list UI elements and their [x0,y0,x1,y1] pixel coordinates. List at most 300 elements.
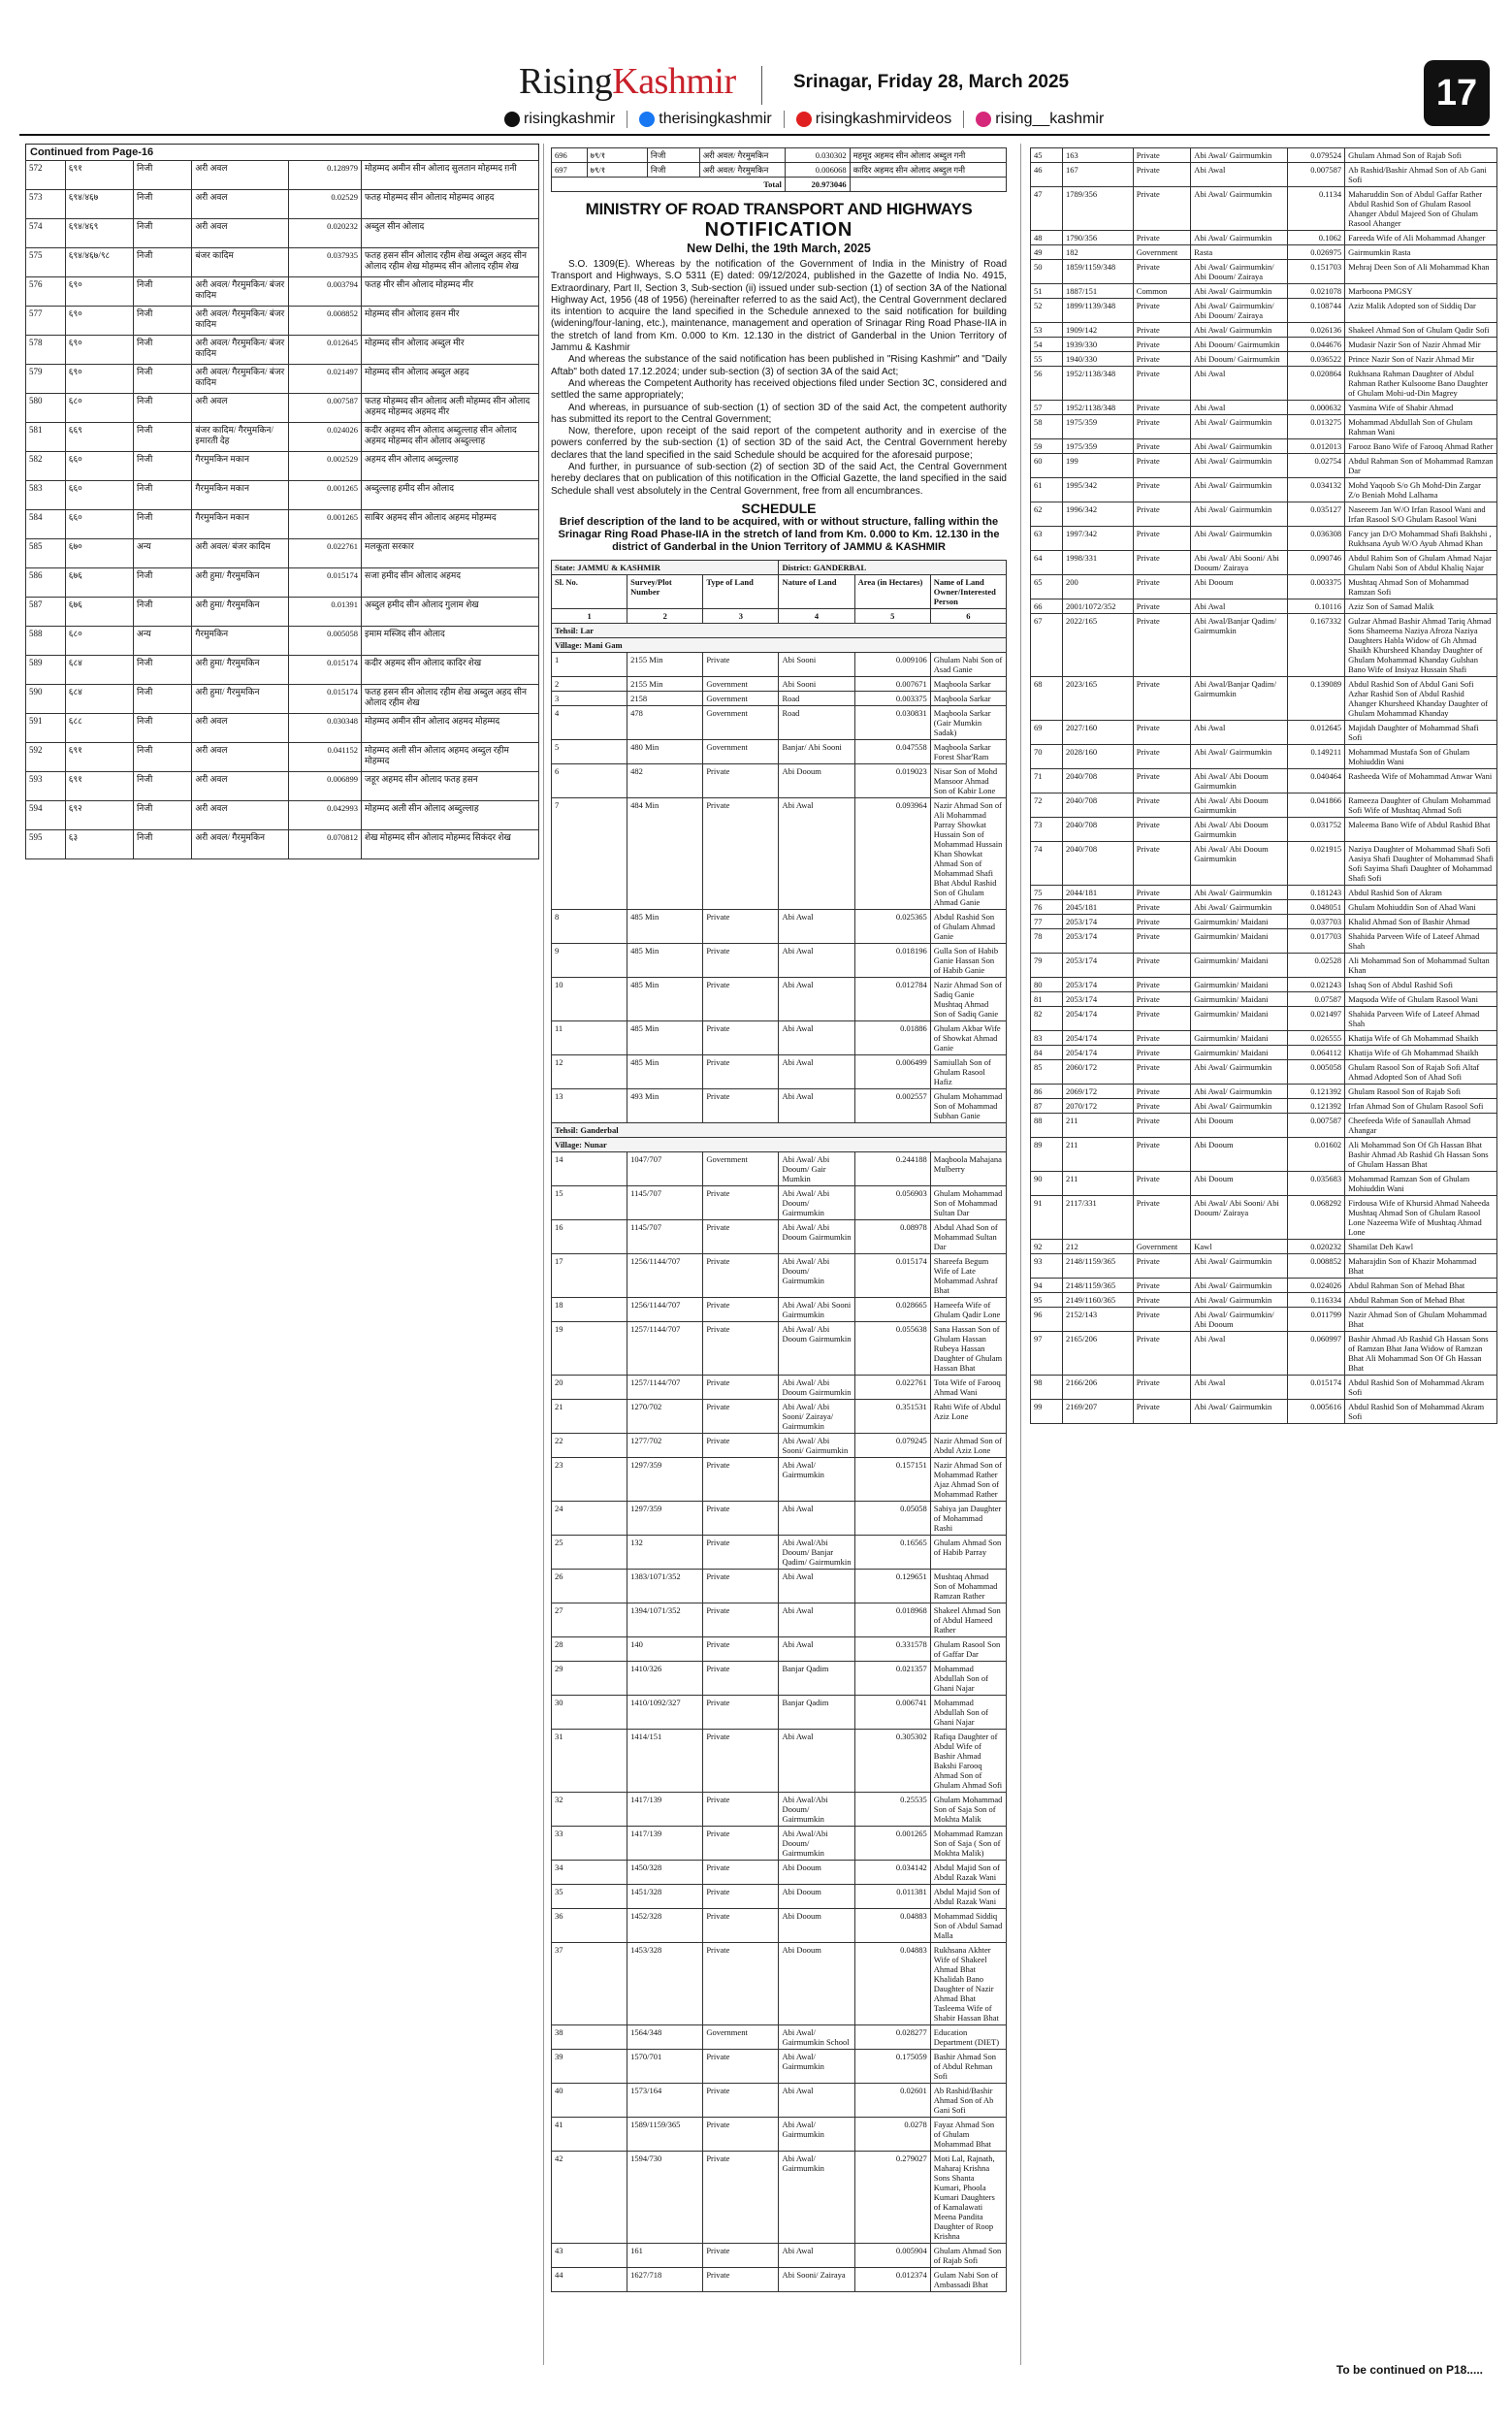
table-row [552,1501,1007,1535]
table-cell: 64 [1031,551,1063,575]
table-cell: 1573/164 [627,2083,703,2117]
table-cell: अरी अवल [192,161,289,190]
table-cell: Abi Awal/ Abi Dooum Gairmumkin [1191,769,1287,793]
table-cell: 14 [552,1151,627,1185]
table-cell: 0.015174 [854,1253,930,1297]
table-cell: 4 [552,705,627,739]
table-cell: अन्य [133,627,191,656]
table-cell: ६६० [65,452,133,481]
table-cell: Private [1133,1007,1191,1031]
table-cell: ६८० [65,627,133,656]
schedule-brief: Brief description of the land to be acquired, with or without structure, falling within the Srinagar Ring Road Phase-IIA in the stretch of land from Km. 0.000 to Km. 12.130 in the district of Ganderbal in the Union Territory of JAMMU & KASHMIR [558,515,1000,553]
table-cell: Private [1133,1196,1191,1240]
table-cell: Mohammad Ramzan Son of Saja ( Son of Mokhta Malik) [930,1826,1006,1860]
column-header: Survey/Plot Number [627,574,703,608]
table-cell: 1047/707 [627,1151,703,1185]
table-cell: 0.026136 [1287,323,1345,338]
table-cell: 697 [552,163,588,178]
table-row [1031,299,1497,323]
social-handle-2 [796,111,952,128]
table-cell: 585 [26,539,66,568]
table-cell: 27 [552,1603,627,1636]
table-cell: अरी हुमा/ गैरमुमकिन [192,656,289,685]
table-cell: 0.1134 [1287,187,1345,231]
table-row [26,161,539,190]
table-row [1031,1376,1497,1400]
table-row [1031,745,1497,769]
table-cell: Abi Awal/ Abi Sooni/ Gairmumkin [779,1433,854,1457]
dateline: Srinagar, Friday 28, March 2025 [793,72,1070,92]
column-number: 2 [627,608,703,623]
table-cell: Abi Awal [1191,599,1287,614]
table-row [26,277,539,307]
table-cell: 2053/174 [1062,954,1133,978]
table-cell: Ali Mohammad Son of Mohammad Sultan Khan [1345,954,1497,978]
table-cell: 200 [1062,575,1133,599]
table-cell: 1 [552,652,627,676]
table-cell: 0.129651 [854,1569,930,1603]
table-cell: Gairmumkin/ Maidani [1191,1046,1287,1060]
table-cell: Rafiqa Daughter of Abdul Wife of Bashir Ahmad Bakshi Farooq Ahmad Son of Ghulam Ahmad Sofi [930,1729,1006,1792]
social-handle-text: risingkashmir [524,111,616,127]
table-cell: 586 [26,568,66,598]
table-cell: अन्य [133,539,191,568]
table-cell: निजी [133,394,191,423]
state-row [552,560,1007,574]
table-cell: Nazir Ahmad Son of Sadiq Ganie Mushtaq Ahmad Son of Sadiq Ganie [930,977,1006,1020]
total-value: 20.973046 [785,178,850,192]
table-cell: 478 [627,705,703,739]
table-cell: Abi Awal/ Gairmumkin [1191,502,1287,527]
table-cell: 37 [552,1942,627,2024]
table-cell: 25 [552,1535,627,1569]
table-cell: Abi Awal [779,797,854,909]
table-cell: 2166/206 [1062,1376,1133,1400]
table-cell: अरी हुमा/ गैरमुमकिन [192,598,289,627]
table-cell: 20 [552,1375,627,1399]
table-cell: Private [1133,1172,1191,1196]
table-cell: 582 [26,452,66,481]
table-cell: अरी अवल [192,190,289,219]
table-cell: 579 [26,365,66,394]
table-cell: 1589/1159/365 [627,2117,703,2151]
table-cell: Khatija Wife of Gh Mohammad Shaikh [1345,1046,1497,1060]
table-cell: 77 [1031,915,1063,929]
table-cell: Rasta [1191,245,1287,260]
table-cell: 0.048051 [1287,900,1345,915]
table-cell: अरी अवल/ गैरमुमकिन [699,148,785,163]
table-cell: Private [1133,367,1191,401]
table-cell: Mohammad Mustafa Son of Ghulam Mohiuddin Wani [1345,745,1497,769]
table-row [1031,245,1497,260]
table-cell: मोहम्मद सीन ओलाद हसन मीर [362,307,539,336]
table-cell: अरी अवल/ गैरमुमकिन/ बंजर कादिम [192,365,289,394]
table-cell: 1975/359 [1062,415,1133,439]
table-cell: Private [703,1457,779,1501]
table-cell: Abi Awal/ Abi Dooum Gairmumkin [779,1219,854,1253]
notification-body [551,259,1007,498]
table-cell: अरी हुमा/ गैरमुमकिन [192,568,289,598]
table-cell: 0.015174 [288,568,361,598]
table-cell: निजी [133,423,191,452]
table-cell: 0.035683 [1287,1172,1345,1196]
table-cell: 0.007587 [1287,163,1345,187]
table-cell: 0.08978 [854,1219,930,1253]
table-cell: Ghulam Rasool Son of Rajab Sofi Altaf Ahmad Adopted Son of Ahad Sofi [1345,1060,1497,1085]
table-cell: 0.068292 [1287,1196,1345,1240]
table-cell: Rameeza Daughter of Ghulam Mohammad Sofi Wife of Mushtaq Ahmad Sofi [1345,793,1497,818]
table-cell: Private [1133,954,1191,978]
column-number: 5 [854,608,930,623]
table-cell: 2023/165 [1062,677,1133,721]
table-cell: Private [703,1321,779,1375]
table-cell: Common [1133,284,1191,299]
table-cell: Private [703,1826,779,1860]
table-row [26,685,539,714]
table-row [1031,614,1497,677]
table-cell: Private [1133,260,1191,284]
table-cell: Gulam Nabi Son of Ambassadi Bhat [930,2267,1006,2291]
table-cell: 0.121392 [1287,1099,1345,1114]
table-cell: 211 [1062,1138,1133,1172]
table-cell: 99 [1031,1400,1063,1424]
table-cell: 0.026975 [1287,245,1345,260]
table-cell: फतह मीर सीन ओलाद मोहम्मद मीर [362,277,539,307]
table-cell: 2045/181 [1062,900,1133,915]
notification-heading: NOTIFICATION [704,219,853,241]
table-row [26,801,539,830]
facebook-icon [639,112,655,127]
table-row [1031,677,1497,721]
table-row [552,1603,1007,1636]
table-cell: 0.009106 [854,652,930,676]
table-row [552,1020,1007,1054]
table-cell: 83 [1031,1031,1063,1046]
table-row [552,977,1007,1020]
table-row [1031,1400,1497,1424]
table-cell: Private [703,2267,779,2291]
table-row [1031,454,1497,478]
table-cell: 0.181243 [1287,886,1345,900]
table-cell: 43 [552,2243,627,2267]
table-cell: Fancy jan D/O Mohammad Shafi Bakhshi , Rukhsana Ayub W/O Ayub Ahmad Khan [1345,527,1497,551]
table-cell: 0.021078 [1287,284,1345,299]
table-row [26,219,539,248]
table-cell: अरी अवल/ गैरमुमकिन/ बंजर कादिम [192,277,289,307]
table-cell: 1564/348 [627,2024,703,2049]
table-row [26,452,539,481]
table-cell: 18 [552,1297,627,1321]
social-separator [784,111,785,128]
table-cell: Abi Awal/ Abi Dooum Gairmumkin [1191,818,1287,842]
table-cell: 2155 Min [627,676,703,691]
table-cell: 0.034132 [1287,478,1345,502]
table-row [1031,1046,1497,1060]
table-cell: 1570/701 [627,2049,703,2083]
table-cell: गैरमुमकिन [192,627,289,656]
table-cell: 73 [1031,818,1063,842]
table-cell: Private [703,1020,779,1054]
table-row [552,943,1007,977]
table-cell: 0.018196 [854,943,930,977]
table-cell: 0.005616 [1287,1400,1345,1424]
table-cell: Private [703,2243,779,2267]
table-cell: 583 [26,481,66,510]
table-cell: Abi Sooni [779,676,854,691]
table-row [552,1457,1007,1501]
table-cell: 0.003375 [1287,575,1345,599]
table-row [1031,478,1497,502]
table-cell: Private [703,1297,779,1321]
table-row [26,656,539,685]
table-row [26,598,539,627]
table-cell: Abi Awal [779,2083,854,2117]
table-cell: 0.015174 [1287,1376,1345,1400]
table-cell: Private [703,2083,779,2117]
table-cell: Naziya Daughter of Mohammad Shafi Sofi Aasiya Shafi Daughter of Mohammad Shafi Sofi Sayima Shafi Daughter of Mohammad Shafi Sofi [1345,842,1497,886]
table-cell: 161 [627,2243,703,2267]
table-cell: Moti Lal, Rajnath, Maharaj Krishna Sons Shanta Kumari, Phoola Kumari Daughters of Kamalawati Meena Pandita Daughter of Roop Krishna [930,2151,1006,2243]
table-cell: ६६० [65,481,133,510]
table-cell: Abi Awal/ Abi Sooni/ Zairaya/ Gairmumkin [779,1399,854,1433]
table-cell: 46 [1031,163,1063,187]
table-cell: 0.000632 [1287,401,1345,415]
social-handle-text: therisingkashmir [659,111,772,127]
table-row [1031,900,1497,915]
table-cell: Abi Awal/ Gairmumkin/ Abi Dooum/ Zairaya [1191,299,1287,323]
table-cell: ६७६ [65,598,133,627]
table-row [26,714,539,743]
table-cell: Mushtaq Ahmad Son of Mohammad Ramzan Sofi [1345,575,1497,599]
table-cell: 574 [26,219,66,248]
table-cell: 1145/707 [627,1219,703,1253]
table-cell: 63 [1031,527,1063,551]
table-row [552,1792,1007,1826]
village-row-label: Village: Nunar [552,1137,1007,1151]
table-cell: Abi Awal [1191,367,1287,401]
to-be-continued: To be continued on P18..... [1335,2363,1483,2377]
table-cell: 0.015174 [288,685,361,714]
table-cell: ६९२ [65,801,133,830]
table-cell: ७९/१ [587,163,647,178]
brand-logo: RisingKashmir [519,61,736,102]
table-cell: निजी [133,365,191,394]
table-cell: 1256/1144/707 [627,1297,703,1321]
table-cell: 591 [26,714,66,743]
table-cell: 0.05058 [854,1501,930,1535]
table-cell: अरी अवल [192,714,289,743]
table-cell: Private [1133,1279,1191,1293]
table-cell: Private [1133,900,1191,915]
table-cell: Firdousa Wife of Khursid Ahmad Naheeda Mushtaq Ahmad Son of Ghulam Rasool Lone Nazeema Wife of Mushtaq Ahmad Lone [1345,1196,1497,1240]
table-cell: 211 [1062,1172,1133,1196]
table-cell: 0.005058 [1287,1060,1345,1085]
table-cell: Private [703,1088,779,1122]
table-cell: 1939/330 [1062,338,1133,352]
table-cell: Abi Awal/ Gairmumkin/ Abi Dooum [1191,1308,1287,1332]
table-cell: 97 [1031,1332,1063,1376]
table-cell: 2 [552,676,627,691]
table-cell: 0.006899 [288,772,361,801]
table-cell: 0.036522 [1287,352,1345,367]
table-cell: 0.003375 [854,691,930,705]
table-cell: शेख मोहम्मद सीन ओलाद मोहम्मद सिकंदर शेख [362,830,539,859]
table-cell: 595 [26,830,66,859]
table-cell: फतह मोहम्मद सीन ओलाद अली मोहम्मद सीन ओलाद अहमद मोहम्मद अहमद मीर [362,394,539,423]
table-cell: 0.060997 [1287,1332,1345,1376]
table-row [1031,954,1497,978]
table-cell: निजी [133,685,191,714]
table-row [552,909,1007,943]
table-row [26,510,539,539]
table-cell: Kawl [1191,1240,1287,1254]
table-cell: Maqsoda Wife of Ghulam Rasool Wani [1345,992,1497,1007]
table-cell: 19 [552,1321,627,1375]
table-cell: Private [703,1636,779,1661]
table-cell: 1257/1144/707 [627,1321,703,1375]
table-cell: Government [703,676,779,691]
village-row [552,637,1007,652]
table-row [26,568,539,598]
table-cell: मोहम्मद अली सीन ओलाद अब्दुल्लाह [362,801,539,830]
hindi-land-table-continued [551,147,1007,192]
table-cell: Shamilat Deh Kawl [1345,1240,1497,1254]
table-row [552,2267,1007,2291]
table-cell: 12 [552,1054,627,1088]
table-cell: 0.035127 [1287,502,1345,527]
table-cell: 0.055638 [854,1321,930,1375]
table-row [1031,323,1497,338]
table-row [26,365,539,394]
table-cell: 93 [1031,1254,1063,1279]
table-cell: Abi Dooum/ Gairmumkin [1191,338,1287,352]
table-cell: Abi Awal/ Abi Dooum/ Gair Mumkin [779,1151,854,1185]
table-cell: Road [779,705,854,739]
table-cell: 34 [552,1860,627,1884]
column-header: Name of Land Owner/Interested Person [930,574,1006,608]
table-cell: 59 [1031,439,1063,454]
page-number-badge: 17 [1424,60,1490,126]
table-cell: 2148/1159/365 [1062,1279,1133,1293]
table-cell: Private [1133,842,1191,886]
table-cell: Abi Awal [779,1501,854,1535]
table-row [1031,148,1497,163]
table-row [1031,231,1497,245]
table-cell: Abi Awal/ Gairmumkin [1191,745,1287,769]
table-cell: Abi Dooum [779,763,854,797]
table-cell: 1996/342 [1062,502,1133,527]
table-cell: 1627/718 [627,2267,703,2291]
table-cell: निजी [647,148,699,163]
notification-paragraph: And whereas the substance of the said notification has been published in "Rising Kashmir" and "Daily Aftab" both dated 17.12.2024; under sub-section (3) of section 3A of the said Act; [551,354,1007,377]
table-cell: Private [1133,1138,1191,1172]
table-cell: Fayaz Ahmad Son of Ghulam Mohammad Bhat [930,2117,1006,2151]
table-row [1031,978,1497,992]
table-row [552,1054,1007,1088]
table-cell: 1790/356 [1062,231,1133,245]
table-cell: Abi Awal [779,1054,854,1088]
table-cell: 88 [1031,1114,1063,1138]
table-cell: 17 [552,1253,627,1297]
table-cell: 51 [1031,284,1063,299]
table-cell: Private [703,1860,779,1884]
total-label: Total [552,178,786,192]
table-cell: Private [703,1792,779,1826]
table-cell: 85 [1031,1060,1063,1085]
column-number: 3 [703,608,779,623]
table-cell: Rasheeda Wife of Mohammad Anwar Wani [1345,769,1497,793]
table-cell: 485 Min [627,1020,703,1054]
table-cell: 31 [552,1729,627,1792]
table-cell: Abi Dooum [779,1884,854,1908]
table-cell: ६३ [65,830,133,859]
table-cell: Private [1133,415,1191,439]
table-row [1031,1172,1497,1196]
column-number: 1 [552,608,627,623]
table-cell: Private [703,1185,779,1219]
table-row [1031,1007,1497,1031]
table-cell: 0.157151 [854,1457,930,1501]
table-cell: Private [1133,1254,1191,1279]
table-cell: अब्दुल हमीद सीन ओलाद गुलाम शेख [362,598,539,627]
table-cell: 50 [1031,260,1063,284]
table-cell: 89 [1031,1138,1063,1172]
table-cell: Private [703,2151,779,2243]
table-cell: Maqboola Sarkar Forest Shar'Ram [930,739,1006,763]
masthead-rule [19,134,1490,136]
table-cell: 16 [552,1219,627,1253]
table-row [552,1321,1007,1375]
table-cell: 1789/356 [1062,187,1133,231]
table-cell: Private [1133,551,1191,575]
table-cell: 2158 [627,691,703,705]
table-cell: Ghulam Mohammad Son of Mohammad Sultan Dar [930,1185,1006,1219]
table-cell: 55 [1031,352,1063,367]
table-cell: 0.128979 [288,161,361,190]
table-cell: 0.149211 [1287,745,1345,769]
table-cell: 90 [1031,1172,1063,1196]
table-cell: 75 [1031,886,1063,900]
table-cell: 30 [552,1695,627,1729]
table-cell: 572 [26,161,66,190]
table-row [552,148,1007,163]
column-number: 6 [930,608,1006,623]
table-cell: 0.031752 [1287,818,1345,842]
table-cell: Private [1133,1400,1191,1424]
table-cell: Ghulam Rasool Son of Rajab Sofi [1345,1085,1497,1099]
table-cell: Gairmumkin/ Maidani [1191,915,1287,929]
table-cell: 1417/139 [627,1792,703,1826]
table-cell: Abdul Majid Son of Abdul Razak Wani [930,1860,1006,1884]
table-cell: Private [1133,1308,1191,1332]
table-row [552,1219,1007,1253]
table-cell: Abi Dooum [1191,1138,1287,1172]
table-cell: 0.04883 [854,1908,930,1942]
table-cell: Abi Awal/ Abi Dooum Gairmumkin [779,1375,854,1399]
notification-paragraph: And whereas, in pursuance of sub-section (1) of section 3D of the said Act, the competent authority has submitted its report to the Central Government; [551,402,1007,425]
table-cell: ६६९ [65,423,133,452]
table-cell: Mohd Yaqoob S/o Gh Mohd-Din Zargar Z/o Beniah Mohd Lalhama [1345,478,1497,502]
table-cell: 79 [1031,954,1063,978]
table-cell: Private [1133,439,1191,454]
table-cell: सजा हमीद सीन ओलाद अहमद [362,568,539,598]
table-cell: Aziz Malik Adopted son of Siddiq Dar [1345,299,1497,323]
table-cell: 587 [26,598,66,627]
table-cell: Abi Awal/Abi Dooum/ Gairmumkin [779,1792,854,1826]
social-handle-0 [504,111,615,128]
table-cell: 0.25535 [854,1792,930,1826]
table-row [552,1908,1007,1942]
